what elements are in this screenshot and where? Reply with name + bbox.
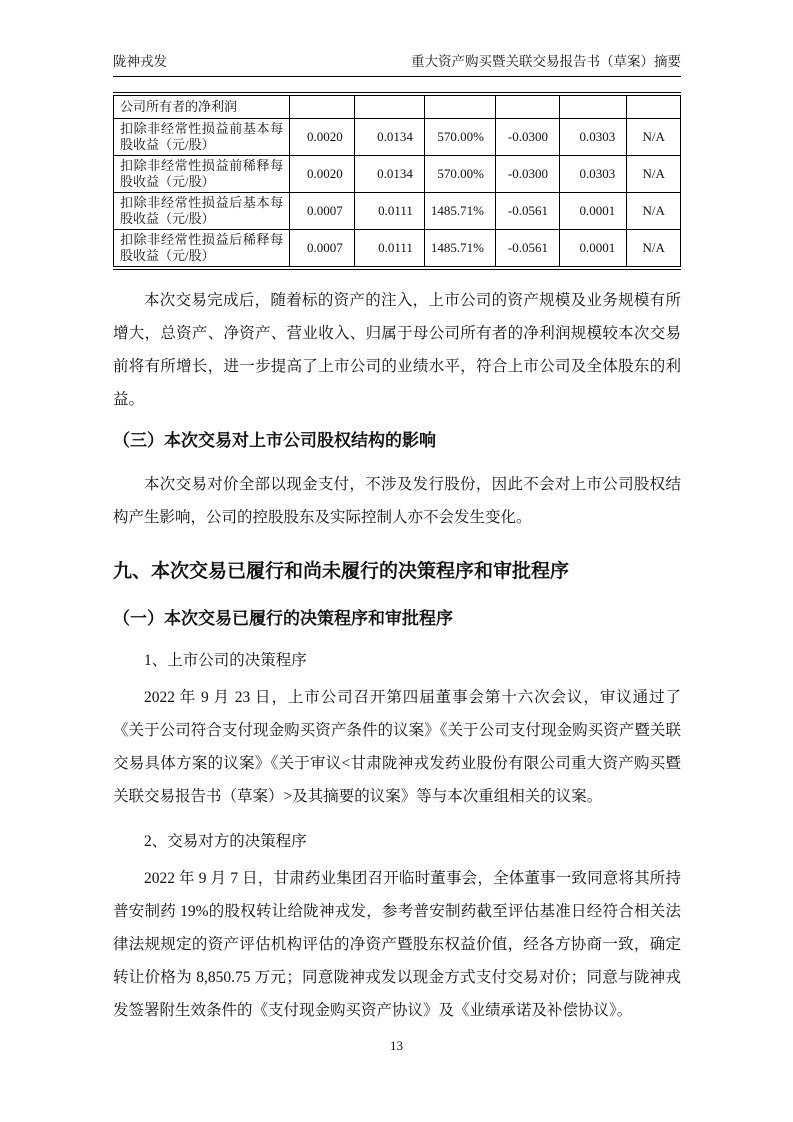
table-cell-value: N/A [627, 155, 681, 192]
table-cell-value [495, 94, 559, 118]
page-header [113, 52, 681, 77]
table-cell-value [559, 94, 626, 118]
paragraph-transaction-impact: 本次交易完成后，随着标的资产的注入，上市公司的资产规模及业务规模有所增大，总资产、净资产、营业收入、归属于母公司所有者的净利润规模较本次交易前将有所增长，进一步提高了上市公司的业绩水平，符合上市公司及全体股东的利益。 [113, 291, 681, 408]
list-item-listed-company: 1、上市公司的决策程序 [144, 651, 307, 669]
table-cell-value [290, 94, 355, 118]
table-cell-value: 0.0111 [354, 192, 424, 229]
table-cell-value: 0.0001 [559, 192, 626, 229]
table-row [114, 229, 681, 268]
table-cell-value: 1485.71% [424, 229, 495, 268]
financial-indicators-table [113, 92, 681, 270]
paragraph-listed-company-procedure: 2022 年 9 月 23 日，上市公司召开第四届董事会第十六次会议，审议通过了《关于公司符合支付现金购买资产条件的议案》《关于公司支付现金购买资产暨关联交易具体方案的议案》《关于审议<甘肃陇神戎发药业股份有限公司重大资产购买暨关联交易报告书（草案）>及其摘要的议案》等与本次重组相关的议案。 [113, 688, 681, 805]
table-cell-value: N/A [627, 229, 681, 268]
table-cell-value: 0.0007 [290, 229, 355, 268]
table-cell-label: 公司所有者的净利润 [114, 94, 290, 118]
table-cell-value [424, 94, 495, 118]
table-cell-value: 0.0007 [290, 192, 355, 229]
header-company-name: 陇神戎发 [113, 54, 167, 69]
page-number: 13 [390, 1038, 403, 1053]
table-cell-value: 1485.71% [424, 192, 495, 229]
table-cell-value: -0.0300 [495, 118, 559, 155]
table-cell-value: 0.0111 [354, 229, 424, 268]
table-cell-value: -0.0561 [495, 229, 559, 268]
table-cell-value: 0.0303 [559, 118, 626, 155]
table-cell-label: 扣除非经常性损益后稀释每股收益（元/股） [114, 229, 290, 268]
table-cell-value: -0.0300 [495, 155, 559, 192]
table-cell-value: N/A [627, 192, 681, 229]
table-cell-value [627, 94, 681, 118]
table-cell-value: 0.0303 [559, 155, 626, 192]
table-cell-value: 570.00% [424, 155, 495, 192]
table-cell-label: 扣除非经常性损益前基本每股收益（元/股） [114, 118, 290, 155]
table-row [114, 192, 681, 229]
table-cell-value: 0.0134 [354, 155, 424, 192]
table-cell-value: N/A [627, 118, 681, 155]
table-cell-value: 570.00% [424, 118, 495, 155]
table-cell-value: 0.0020 [290, 118, 355, 155]
header-doc-title: 重大资产购买暨关联交易报告书（草案）摘要 [411, 54, 681, 69]
table-row [114, 155, 681, 192]
paragraph-counterparty-procedure: 2022 年 9 月 7 日，甘肃药业集团召开临时董事会，全体董事一致同意将其所持普安制药 19%的股权转让给陇神戎发，参考普安制药截至评估基准日经符合相关法律法规规定的资产评估机构评估的净资产暨股东权益价值，经各方协商一致，确定转让价格为 8,850.75 万元；同意陇神戎发以现金方式支付交易对价；同意与陇神戎发签署附生效条件的《支付现金购买资产协议》及《业绩承诺及补偿协议》。 [113, 869, 681, 1019]
table-row [114, 118, 681, 155]
paragraph-equity-structure: 本次交易对价全部以现金支付，不涉及发行股份，因此不会对上市公司股权结构产生影响，公司的控股股东及实际控制人亦不会发生变化。 [113, 475, 681, 526]
heading-section-nine: 九、本次交易已履行和尚未履行的决策程序和审批程序 [113, 560, 570, 582]
table-cell-value: 0.0001 [559, 229, 626, 268]
table-row [114, 94, 681, 118]
table-cell-value: 0.0134 [354, 118, 424, 155]
table-cell-label: 扣除非经常性损益后基本每股收益（元/股） [114, 192, 290, 229]
table-cell-label: 扣除非经常性损益前稀释每股收益（元/股） [114, 155, 290, 192]
heading-section-three: （三）本次交易对上市公司股权结构的影响 [113, 430, 436, 450]
page-content [113, 52, 681, 1027]
heading-section-nine-one: （一）本次交易已履行的决策程序和审批程序 [113, 608, 453, 628]
table-cell-value: 0.0020 [290, 155, 355, 192]
table-cell-value: -0.0561 [495, 192, 559, 229]
table-cell-value [354, 94, 424, 118]
list-item-counterparty: 2、交易对方的决策程序 [144, 832, 307, 850]
